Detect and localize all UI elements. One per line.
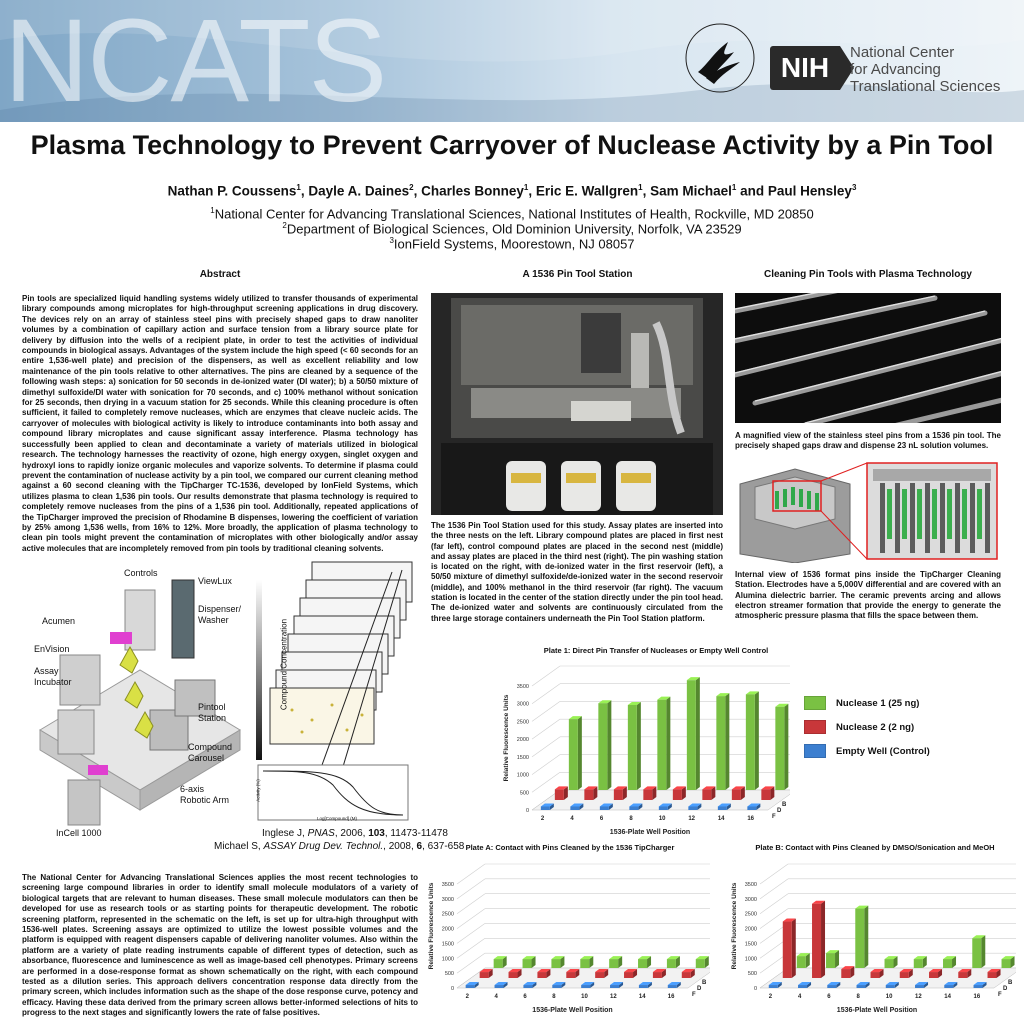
ref-pages: , 637-658 — [422, 841, 465, 852]
author-name: Sam Michael — [650, 183, 732, 199]
bar — [915, 985, 924, 988]
bar — [974, 985, 983, 988]
x-tick-label: 6 — [523, 994, 527, 1000]
concentration-axis-label: Compound Concentration — [279, 618, 289, 711]
gridline-side — [457, 864, 485, 884]
x-tick-label: 14 — [717, 816, 725, 822]
y-tick-label: 3500 — [516, 684, 529, 690]
bar — [944, 985, 953, 988]
bar — [643, 789, 652, 800]
bar-side — [981, 935, 985, 968]
schematic-label-incell: InCell 1000 — [56, 828, 102, 838]
ref-journal: PNAS — [307, 828, 335, 839]
depth-label: D — [777, 808, 782, 814]
curve-x-label: Log[Compound] (M) — [316, 816, 358, 821]
label-line: Compound — [188, 742, 233, 752]
y-tick-label: 1500 — [744, 941, 757, 948]
y-tick-label: 3000 — [441, 896, 454, 903]
bar — [638, 959, 647, 968]
bar — [494, 959, 503, 968]
author-affiliation-mark: 3 — [851, 183, 857, 192]
label-line: Washer — [198, 615, 229, 625]
y-tick-label: 2500 — [744, 911, 757, 918]
y-tick-label: 1000 — [441, 956, 454, 963]
bar — [570, 806, 579, 810]
bar — [783, 922, 792, 978]
gridline-side — [457, 879, 485, 899]
chart-svg — [728, 856, 1016, 1016]
bar — [716, 696, 725, 790]
ref-authors: Michael S, — [214, 841, 264, 852]
cleaning-heading: Cleaning Pin Tools with Plasma Technology — [764, 269, 972, 280]
bar — [639, 985, 648, 988]
x-tick-label: 6 — [827, 994, 831, 1000]
bar — [841, 969, 850, 978]
x-tick-label: 2 — [768, 994, 773, 1000]
y-tick-label: 2000 — [516, 737, 529, 744]
bar-side — [784, 704, 788, 790]
bar — [702, 789, 711, 800]
bar — [798, 985, 807, 988]
legend-swatch — [804, 720, 826, 734]
author-name: Nathan P. Coussens — [167, 183, 297, 199]
ref-volume: 103 — [368, 828, 385, 839]
chart-svg — [425, 856, 710, 1016]
legend-label: Nuclease 1 (25 ng) — [836, 697, 920, 709]
bar-side — [578, 716, 582, 790]
bar — [914, 959, 923, 968]
schematic-label-pintool-station — [198, 702, 226, 724]
author-affiliation-mark: 1 — [731, 183, 737, 192]
y-tick-label: 2500 — [441, 911, 454, 918]
bar-side — [821, 901, 825, 978]
bar — [687, 680, 696, 790]
bar — [609, 959, 618, 968]
gridline-side — [457, 923, 485, 943]
bar — [900, 972, 909, 978]
magnified-pins-photo — [735, 293, 1001, 423]
x-tick-label: 16 — [667, 994, 675, 1000]
magnified-pins-caption: A magnified view of the stainless steel pins from a 1536 pin tool. The precisely shaped gaps draw and dispense 23 nL solution volumes. — [735, 431, 1001, 451]
curve-y-label: Activity (%) — [255, 779, 261, 802]
bar — [466, 985, 475, 988]
bar-side — [792, 919, 796, 978]
gridline-side — [760, 894, 788, 914]
bar — [673, 789, 682, 800]
ref-volume: 6 — [416, 841, 423, 852]
bar — [610, 985, 619, 988]
plate-a-chart — [425, 856, 710, 1016]
legend-label: Empty Well (Control) — [836, 745, 930, 757]
bar — [972, 938, 981, 968]
y-tick-label: 2000 — [441, 926, 454, 933]
pin-tool-station-image — [431, 293, 723, 515]
legend-item-nuclease-1 — [804, 696, 919, 710]
y-tick-label: 1500 — [441, 941, 454, 948]
robotic-platform-schematic — [30, 560, 250, 850]
plate-stack-drawing — [252, 560, 422, 825]
author-name: Charles Bonney — [421, 183, 524, 199]
bar — [509, 972, 518, 978]
dose-response-schematic — [252, 560, 422, 825]
bar — [747, 806, 756, 810]
gridline-side — [760, 864, 788, 884]
x-tick-label: 10 — [658, 816, 666, 822]
hhs-seal-icon — [684, 22, 756, 94]
bar-side — [755, 691, 759, 790]
affiliation-number: 2 — [282, 221, 287, 230]
nih-institute-name — [850, 44, 1000, 95]
bar — [988, 972, 997, 978]
bar — [886, 985, 895, 988]
abstract-text: Pin tools are specialized liquid handling systems widely utilized to transfer thousands of experimental library compounds among microplates for high-throughput screening applications in drug discovery. The devices rely on an array of stainless steel pins with precisely shaped gaps to draw nanoliter volumes by a combination of capillary action and surface tension from a library source plate for delivery by diffusion into the wells of a recipient plate, in order to test the activities of individual compounds in biological assays. Advantages of the system include the high speed (< 60 seconds for an entire 1,536-well plate) and precision of the dispensers, as well as excellent reliability and low maintenance of the pin tools relative to other alternatives. The pins are cleaned by a sequence of the following wash steps: a) sonication for 50 seconds in de-ionized water (DI water); b) a 50/50 mixture of dimethyl sulfoxide/DI water with sonication for 70 seconds, and c) 100% methanol without sonication for 25 seconds, then drying in a vacuum station for 25 seconds. While this cleaning procedure is often sufficient, it failed to completely remove nucleases, which are enzymes that cleave nucleic acids. The carryover of molecules with biological activity is likely to introduce contaminants into both assay and compound library microplates and cause significant assay interference. Plasma technology has successfully been applied to clean and decontaminate a variety of materials utilized in biological research. The technology harnesses the reactivity of ozone, high energy oxygen, singlet oxygen and hydroxyl ions to rapidly ionize organic molecules and vaporize solvents. To determine if plasma could prevent the contamination of nuclease activity by a pin tool, we compared our current cleaning method against a 60 second cleaning with the TipCharger TC-1536, developed by IonField Systems, which utilizes plasma to clean 1,536 pin tools. Our results demonstrate that plasma technology is required to completely remove nucleases from the pins of a 1,536 pin tool. Additionally, repeated applications of the TipCharger improved the precision of Rhodamine B dispenses, lowering the coefficient of variation by 25% among 1,536 wells, from 16% to 12%. More broadly, the application of plasma technology to clean pin tools might prevent the contamination of microplates with other biologically and/or assay active molecules that are incompletely removed from pin tools by traditional cleaning solvents. — [22, 294, 418, 553]
bar — [826, 953, 835, 968]
bar — [566, 972, 575, 978]
bar — [653, 972, 662, 978]
gridline-side — [532, 737, 560, 757]
depth-label: B — [782, 802, 787, 808]
bar — [746, 694, 755, 790]
intro-text: The National Center for Advancing Translational Sciences applies the most recent technologies to screening large compound libraries in order to identify small molecule modulators of a variety of biological targets that are relevant to human diseases. These small molecule modulators can then be developed for use as research tools or as starting points for therapeutic development. The robotic screening platform, represented in the schematic on the left, is set up for ultra-high throughput with 1536-well plates. Screening assays are optimized to utilize the lowest possible volumes and the platform is equipped with reagent dispensers capable of delivering nanoliter volumes. Also within the platform are a variety of plate reading instruments capable of different types of detection, such as absorbance, fluorescence and luminescence as well as image-based cell phenotypes. Primary screens are performed in a dose-response format as shown schematically on the right, with each compound tested as a dilution series. This approach delivers concentration response data directly from the primary screen, which includes information such as the shape of the dose response curve, potency and efficacy. Having these data derived from the primary screen allows better-informed selections of hits to progress to the next stages and significantly lowers the rate of false positives. — [22, 873, 418, 1018]
author-affiliation-mark: 1 — [523, 183, 529, 192]
y-axis-label: Relative Fluorescence Units — [503, 694, 510, 782]
x-tick-label: 16 — [973, 994, 981, 1000]
bar — [598, 703, 607, 790]
y-tick-label: 3500 — [441, 882, 454, 888]
bar — [595, 972, 604, 978]
bar — [624, 972, 633, 978]
bar-side — [725, 693, 729, 790]
depth-label: B — [1008, 980, 1013, 986]
plate-1-chart — [500, 658, 790, 838]
bar — [857, 985, 866, 988]
reference-2 — [214, 841, 464, 852]
tipcharger-internal-view — [735, 459, 1001, 563]
schematic-label-dispenser — [198, 604, 241, 626]
pin-tool-station-heading: A 1536 Pin Tool Station — [522, 269, 633, 280]
schematic-label-viewlux: ViewLux — [198, 576, 232, 586]
pin-tool-station-caption: The 1536 Pin Tool Station used for this study. Assay plates are inserted into the three nests on the left. Library compound plates are placed in first nest (far left), control compound plates are placed in the second nest (middle) and assay plates are placed in the third nest (right). The pin washing station is located on the right, with de-ionized water in the first reservoir (left), a 50/50 mixture of dimethyl sulfoxide/de-ionized water in the second reservoir (middle), and 100% methanol in the third reservoir (far right). The vacuum station is located in the center of the station directly under the pin tool head. The de-ionized water and solvents are continuously circulated from the three large storage containers underneath the Pin Tool Station platform. — [431, 521, 723, 623]
y-tick-label: 500 — [519, 790, 529, 797]
schematic-label-compound-carousel — [188, 742, 232, 764]
bar — [761, 789, 770, 800]
author-affiliation-mark: 1 — [296, 183, 301, 192]
x-tick-label: 14 — [944, 994, 951, 1000]
x-axis-label: 1536-Plate Well Position — [836, 1007, 918, 1014]
depth-label: D — [697, 986, 702, 992]
x-tick-label: 14 — [638, 994, 646, 1000]
bar — [718, 806, 727, 810]
x-tick-label: 16 — [747, 816, 755, 822]
bar — [688, 806, 697, 810]
x-tick-label: 4 — [798, 994, 802, 1000]
nih-line-1: National Center — [850, 44, 955, 61]
bar — [812, 904, 821, 978]
bar — [480, 972, 489, 978]
bar-side — [607, 700, 611, 790]
bar — [775, 707, 784, 790]
x-tick-label: 10 — [885, 994, 893, 1000]
author-list: Nathan P. Coussens$^1$, Dayle A. Daines$^2$, Charles Bonney$^1$, Eric E. Wallgren$^1$, Sam Michael$^1$ and Paul Hensley$^3$ — [167, 183, 857, 199]
x-tick-label: 12 — [915, 994, 922, 1000]
bar — [628, 705, 637, 790]
tipcharger-render — [735, 459, 1001, 563]
x-tick-label: 8 — [552, 994, 556, 1000]
affiliation-3 — [0, 236, 1024, 251]
gridline-side — [532, 684, 560, 704]
gridline-side — [457, 953, 485, 973]
bar — [580, 959, 589, 968]
author-name: Dayle A. Daines — [308, 183, 410, 199]
bar — [1002, 959, 1011, 968]
y-axis-label: Relative Fluorescence Units — [428, 882, 435, 970]
legend-label: Nuclease 2 (2 ng) — [836, 721, 915, 733]
chart-svg — [500, 658, 790, 838]
label-line: Dispenser/ — [198, 604, 242, 614]
bar-side — [864, 906, 868, 968]
bar — [871, 972, 880, 978]
y-tick-label: 1500 — [516, 754, 529, 761]
affiliation-2 — [0, 221, 1024, 236]
depth-label: B — [702, 980, 707, 986]
x-tick-label: 4 — [570, 816, 574, 822]
bar — [537, 972, 546, 978]
header-banner — [0, 0, 1024, 122]
affiliation-number: 3 — [389, 236, 394, 245]
bar-side — [637, 702, 641, 790]
label-line: Carousel — [188, 753, 225, 763]
x-tick-label: 2 — [540, 816, 545, 822]
y-tick-label: 500 — [747, 971, 757, 978]
gridline-side — [457, 909, 485, 929]
affiliation-number: 1 — [210, 206, 215, 215]
bar — [732, 789, 741, 800]
bar — [600, 806, 609, 810]
x-tick-label: 4 — [494, 994, 498, 1000]
reference-1 — [262, 828, 448, 839]
x-axis-label: 1536-Plate Well Position — [609, 829, 691, 836]
depth-label: D — [1003, 986, 1008, 992]
bar — [614, 789, 623, 800]
magnified-pins-image — [735, 293, 1001, 423]
x-tick-label: 12 — [610, 994, 617, 1000]
ref-authors: Inglese J, — [262, 828, 308, 839]
nih-line-3: Translational Sciences — [850, 78, 1001, 95]
gridline-side — [457, 894, 485, 914]
plate-a-chart-title: Plate A: Contact with Pins Cleaned by the 1536 TipCharger — [465, 843, 675, 852]
schematic-label-assay-incubator — [34, 666, 72, 688]
ncats-logo: NCATS — [4, 0, 386, 122]
label-line: Robotic Arm — [180, 795, 230, 805]
schematic-label-controls: Controls — [124, 568, 158, 578]
y-tick-label: 2000 — [744, 926, 757, 933]
y-axis-label: Relative Fluorescence Units — [731, 882, 738, 970]
ref-year: , 2008, — [383, 841, 417, 852]
bar-side — [666, 697, 670, 790]
poster-title: Plasma Technology to Prevent Carryover of Nuclease Activity by a Pin Tool — [30, 130, 994, 160]
affiliation-text: Department of Biological Sciences, Old Dominion University, Norfolk, VA 23529 — [286, 221, 742, 237]
gridline-side — [457, 938, 485, 958]
legend-swatch — [804, 696, 826, 710]
bar — [885, 959, 894, 968]
bar — [495, 985, 504, 988]
y-tick-label: 1000 — [744, 956, 757, 963]
author-affiliation-mark: 1 — [638, 183, 643, 192]
y-tick-label: 0 — [450, 986, 454, 992]
x-tick-label: 12 — [688, 816, 696, 822]
ref-year: , 2006, — [334, 828, 369, 839]
gridline-side — [532, 755, 560, 775]
nih-line-2: for Advancing — [850, 61, 941, 78]
x-tick-label: 2 — [465, 994, 470, 1000]
x-tick-label: 8 — [856, 994, 860, 1000]
x-tick-label: 10 — [581, 994, 588, 1000]
gridline-side — [760, 879, 788, 899]
ref-journal: ASSAY Drug Dev. Technol. — [263, 841, 384, 852]
bar — [555, 789, 564, 800]
bar — [552, 985, 561, 988]
plate-b-chart-title: Plate B: Contact with Pins Cleaned by DMSO/Sonication and MeOH — [755, 843, 995, 852]
plate-b-chart — [728, 856, 1016, 1016]
bar — [668, 985, 677, 988]
affiliation-1 — [0, 206, 1024, 221]
bar — [541, 806, 550, 810]
depth-label: F — [998, 992, 1002, 998]
bar — [855, 909, 864, 968]
author-affiliation-mark: 2 — [409, 183, 414, 192]
label-line: 6-axis — [180, 784, 205, 794]
bar — [769, 985, 778, 988]
y-tick-label: 2500 — [516, 719, 529, 726]
label-line: Station — [198, 713, 227, 723]
gridline-side — [532, 666, 560, 686]
abstract-heading: Abstract — [199, 269, 241, 280]
affiliation-text: IonField Systems, Moorestown, NJ 08057 — [393, 236, 635, 252]
author-name: Paul Hensley — [767, 183, 852, 199]
depth-label: F — [692, 992, 696, 998]
depth-label: F — [772, 814, 776, 820]
y-tick-label: 500 — [444, 971, 454, 978]
schematic-label-acumen: Acumen — [42, 616, 76, 626]
label-line: Pintool — [198, 702, 226, 712]
schematic-label-robotic-arm — [180, 784, 229, 806]
bar — [569, 719, 578, 790]
x-tick-label: 6 — [599, 816, 604, 822]
y-tick-label: 3000 — [744, 896, 757, 903]
legend-swatch — [804, 744, 826, 758]
bar — [523, 959, 532, 968]
bar — [943, 959, 952, 968]
bar — [682, 972, 691, 978]
bar — [629, 806, 638, 810]
affiliation-text: National Center for Advancing Translational Sciences, National Institutes of Health, Rockville, MD 20850 — [214, 206, 814, 222]
label-line: Incubator — [34, 677, 72, 687]
gridline-side — [532, 719, 560, 739]
y-tick-label: 3500 — [744, 882, 757, 888]
author-name: Eric E. Wallgren — [535, 183, 639, 199]
bar — [958, 972, 967, 978]
bar — [657, 700, 666, 790]
tipcharger-caption: Internal view of 1536 format pins inside the TipCharger Cleaning Station. Electrodes have a 5,000V differential and are covered with an Alumina dielectric barrier. The ceramic prevents arcing and allows electron streamer formation that provide the energy to generate the atmospheric pressure plasma that fills the space between them. — [735, 570, 1001, 621]
bar — [581, 985, 590, 988]
bar — [584, 789, 593, 800]
plate-1-chart-title: Plate 1: Direct Pin Transfer of Nucleases or Empty Well Control — [543, 646, 769, 655]
y-tick-label: 1000 — [516, 772, 529, 779]
bar-side — [696, 677, 700, 790]
ref-pages: , 11473-11478 — [384, 828, 448, 839]
schematic-label-envision: EnVision — [34, 644, 70, 654]
pin-tool-station-photo — [431, 293, 723, 515]
gridline-side — [532, 701, 560, 721]
bar — [696, 959, 705, 968]
bar — [827, 985, 836, 988]
y-tick-label: 0 — [753, 986, 757, 992]
y-tick-label: 0 — [525, 808, 529, 814]
nih-logo: NIH — [770, 46, 840, 90]
legend-item-nuclease-2 — [804, 720, 914, 734]
bar — [929, 972, 938, 978]
legend-item-empty-well — [804, 744, 930, 758]
bar-side — [835, 950, 839, 968]
bar — [659, 806, 668, 810]
y-tick-label: 3000 — [516, 701, 529, 708]
bar — [667, 959, 676, 968]
label-line: Assay — [34, 666, 59, 676]
x-tick-label: 8 — [629, 816, 633, 822]
bar — [523, 985, 532, 988]
bar — [797, 956, 806, 968]
bar — [551, 959, 560, 968]
x-axis-label: 1536-Plate Well Position — [532, 1007, 613, 1014]
